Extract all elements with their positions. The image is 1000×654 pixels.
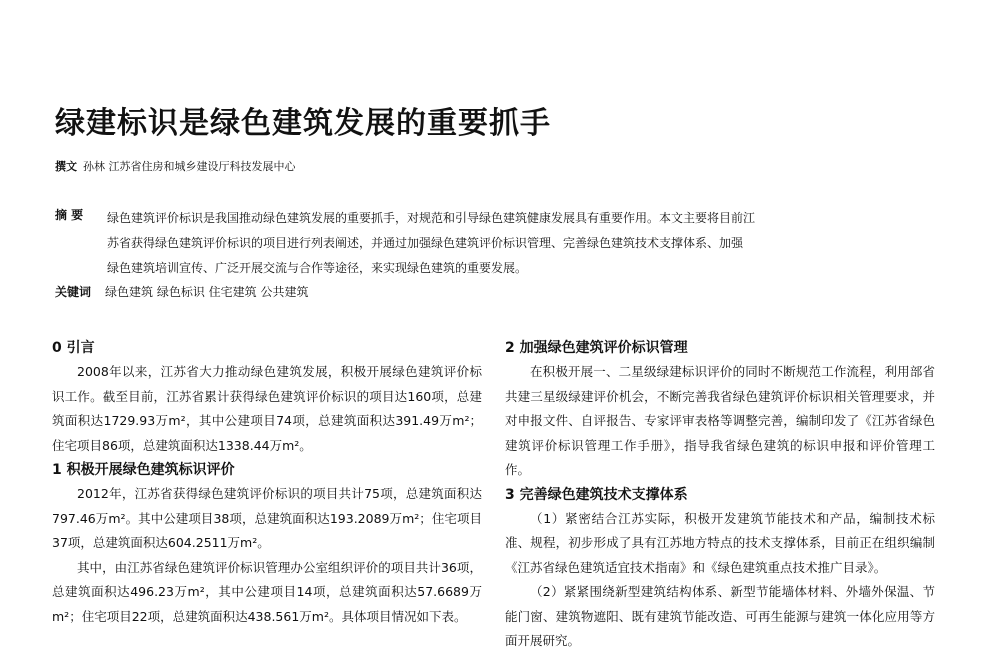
paragraph: （1）紧密结合江苏实际，积极开发建筑节能技术和产品，编制技术标准、规程，初步形成了具有江苏地方特点的技术支撑体系，目前正在组织编制《江苏省绿色建筑适宜技术指南》和《绿色建筑重点技术推广目录》。 [505, 510, 935, 575]
section-heading-2: 2 加强绿色建筑评价标识管理 [505, 340, 688, 356]
abstract-label: 摘 要 [55, 208, 84, 222]
article-title: 绿建标识是绿色建筑发展的重要抓手 [55, 106, 551, 141]
abstract [55, 206, 835, 281]
paragraph: 其中，由江苏省绿色建筑评价标识管理办公室组织评价的项目共计36项，总建筑面积达496.23万m²，其中公建项目14项，总建筑面积达57.6689万m²；住宅项目22项，总建筑面积达438.561万m²。具体项目情况如下表。 [52, 559, 482, 624]
keywords-text: 绿色建筑 绿色标识 住宅建筑 公共建筑 [105, 285, 309, 299]
keywords-label: 关键词 [55, 285, 92, 299]
author-name: 孙林 江苏省住房和城乡建设厅科技发展中心 [83, 160, 296, 173]
abstract-body [107, 206, 835, 281]
paragraph: 在积极开展一、二星级绿建标识评价的同时不断规范工作流程，利用部省共建三星级绿建评价机会，不断完善我省绿色建筑评价标识相关管理要求，并对申报文件、自评报告、专家评审表格等调整完善，编制印发了《江苏省绿色建筑评价标识管理工作手册》，指导我省绿色建筑的标识申报和评价管理工作。 [505, 364, 935, 477]
left-column [52, 336, 482, 629]
section-heading-0: 0 引言 [52, 340, 95, 356]
paragraph: （2）紧紧围绕新型建筑结构体系、新型节能墙体材料、外墙外保温、节能门窗、建筑物遮阳、既有建筑节能改造、可再生能源与建筑一体化应用等方面开展研究。 [505, 584, 935, 648]
author-label: 撰文 [55, 160, 77, 173]
section-heading-3: 3 完善绿色建筑技术支撑体系 [505, 486, 688, 503]
abstract-line: 绿色建筑评价标识是我国推动绿色建筑发展的重要抓手，对规范和引导绿色建筑健康发展具有重要作用。本文主要将目前江 [107, 211, 756, 225]
section-heading-1: 1 积极开展绿色建筑标识评价 [52, 462, 235, 478]
right-column [505, 336, 935, 654]
abstract-line: 苏省获得绿色建筑评价标识的项目进行列表阐述，并通过加强绿色建筑评价标识管理、完善绿色建筑技术支撑体系、加强 [107, 236, 744, 250]
author-line [55, 158, 296, 174]
abstract-line: 绿色建筑培训宣传、广泛开展交流与合作等途径，来实现绿色建筑的重要发展。 [107, 261, 528, 275]
paragraph: 2012年，江苏省获得绿色建筑评价标识的项目共计75项，总建筑面积达797.46万m²。其中公建项目38项，总建筑面积达193.2089万m²；住宅项目37项，总建筑面积达604.2511万m²。 [52, 486, 482, 550]
keywords [55, 283, 308, 300]
paragraph: 2008年以来，江苏省大力推动绿色建筑发展，积极开展绿色建筑评价标识工作。截至目前，江苏省累计获得绿色建筑评价标识的项目达160项，总建筑面积达1729.93万m²，其中公建项目74项，总建筑面积达391.49万m²；住宅项目86项，总建筑面积达1338.44万m²。 [52, 364, 482, 453]
